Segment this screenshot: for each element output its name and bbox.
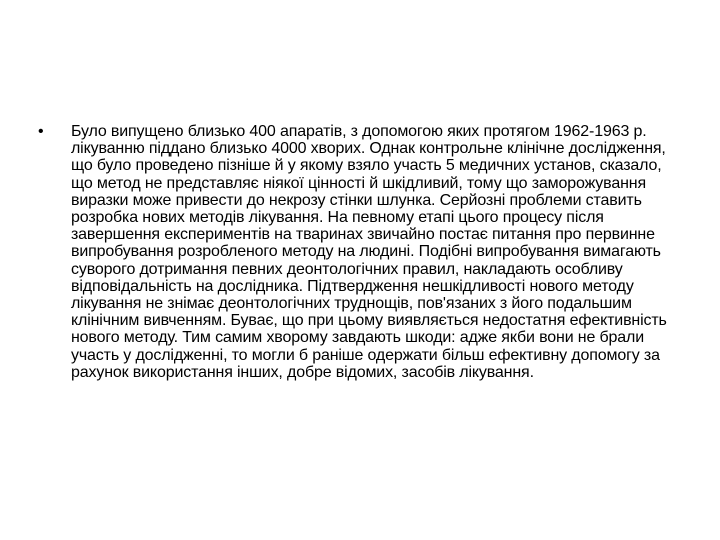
bullet-marker: • [38,123,44,140]
paragraph-text: Було випущено близько 400 апаратів, з допомогою яких протягом 1962-1963 р. лікуванню піддано близько 4000 хворих. Однак контрольне клінічне дослідження, що було проведено пізніше й у якому взяло участь 5 медичних установ, сказало, що метод не представляє ніякої цінності й шкідливий, тому що заморожування виразки може привести до некрозу стінки шлунка. Серйозні проблеми ставить розробка нових методів лікування. На певному етапі цього процесу після завершення експериментів на тваринах звичайно постає питання про первинне випробування розробленого методу на людині. Подібні випробування вимагають суворого дотримання певних деонтологічних правил, накладають особливу відповідальність на дослідника. Підтвердження нешкідливості нового методу лікування не знімає деонтологічних труднощів, пов'язаних з його подальшим клінічним вивченням. Буває, що при цьому виявляється недостатня ефективність нового методу. Тим самим хворому завдають шкоди: адже якби вони не брали участь у дослідженні, то могли б раніше одержати більш ефективну допомогу за рахунок використання інших, добре відомих, засобів лікування. [71,123,667,381]
